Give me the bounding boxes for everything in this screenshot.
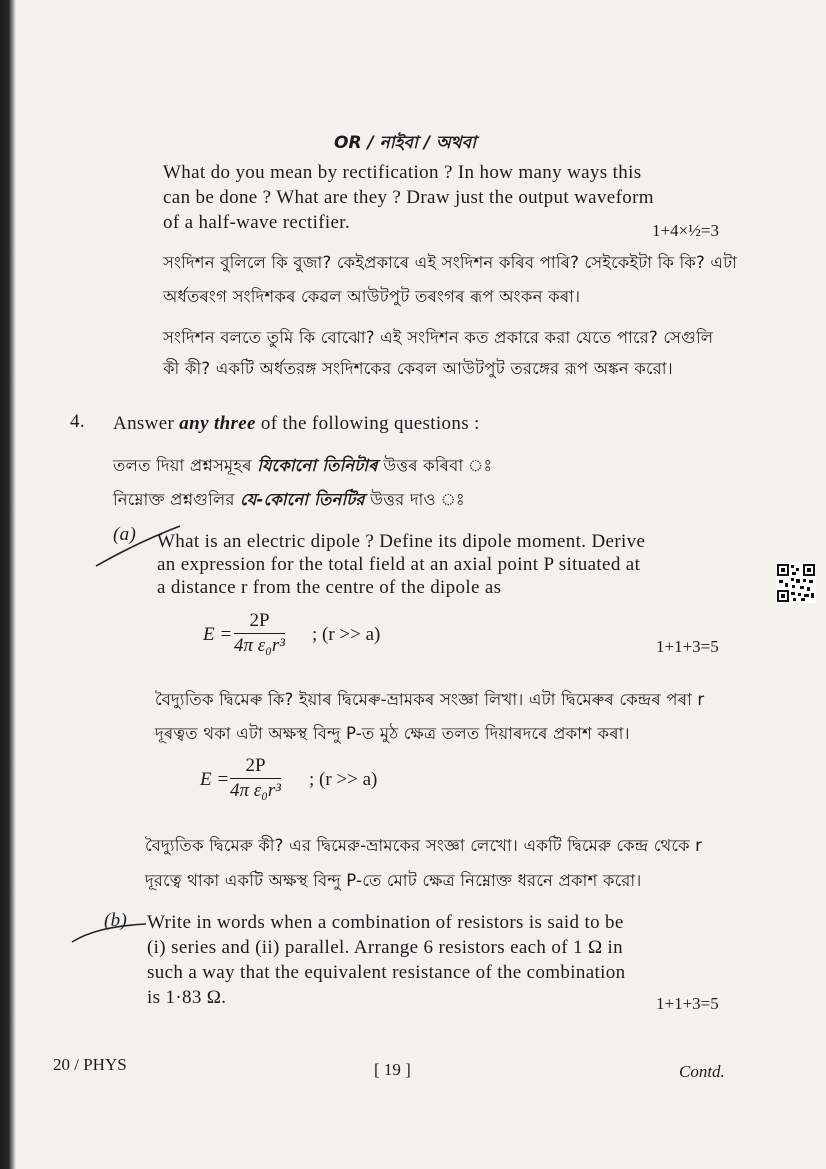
part-a-line-2: an expression for the total field at an axial point P situated at — [157, 554, 641, 575]
or-marks: 1+4×½=3 — [652, 221, 720, 240]
or-heading: OR / নাইবা / অথবা — [334, 133, 477, 153]
or-bengali-line-1: সংদিশন বলতে তুমি কি বোঝো? এই সংদিশন কত প্রকারে করা যেতে পারে? সেগুলি — [163, 328, 714, 347]
q4-instruction-assamese: তলত দিয়া প্ৰশ্নসমূহৰ যিকোনো তিনিটাৰ উত্তৰ কৰিবা ঃ — [113, 456, 493, 475]
or-question-line-1: What do you mean by rectification ? In how many ways this — [163, 162, 642, 183]
page-number: [ 19 ] — [374, 1060, 411, 1079]
or-assamese-line-1: সংদিশন বুলিলে কি বুজা? কেইপ্রকাৰে এই সংদিশন কৰিব পাৰি? সেইকেইটা কি কি? এটা — [163, 253, 738, 272]
q4-instruction-bengali: নিম্নোক্ত প্রশ্নগুলির যে-কোনো তিনটির উত্তর দাও ঃ — [113, 490, 465, 509]
part-b-label: (b) — [104, 910, 128, 931]
qr-code — [776, 563, 816, 603]
equation-2-denominator: 4π ε₀r³ — [230, 780, 281, 801]
equation-2-lhs: E = — [200, 769, 230, 790]
part-b-marks: 1+1+3=5 — [656, 994, 719, 1013]
handwritten-slash-mark — [94, 520, 184, 570]
paper-code: 20 / PHYS — [53, 1055, 127, 1074]
equation-2-numerator: 2P — [230, 755, 281, 779]
part-b-line-3: such a way that the equivalent resistance of the combination — [147, 962, 626, 983]
q4-instruction-english: Answer any three of the following questions : — [113, 413, 480, 434]
equation-denominator: 4π ε₀r³ — [234, 635, 285, 656]
part-a-assamese-line-1: বৈদ্যুতিক দ্বিমেৰু কি? ইয়াৰ দ্বিমেৰু-ভ্ৰামকৰ সংজ্ঞা লিখা। এটা দ্বিমেৰুৰ কেন্দ্ৰৰ পৰা r — [155, 690, 705, 709]
part-a-bengali-line-1: বৈদ্যুতিক দ্বিমেরু কী? এর দ্বিমেরু-ভ্রামকের সংজ্ঞা লেখো। একটি দ্বিমেরু কেন্দ্র থেকে r — [145, 836, 703, 855]
equation-2-fraction — [230, 755, 281, 802]
part-b-line-1: Write in words when a combination of resistors is said to be — [147, 912, 624, 933]
part-b-line-2: (i) series and (ii) parallel. Arrange 6 resistors each of 1 Ω in — [147, 937, 623, 958]
continued-label: Contd. — [679, 1062, 725, 1081]
part-a-line-3: a distance r from the centre of the dipole as — [157, 577, 502, 598]
part-a-marks: 1+1+3=5 — [656, 637, 719, 656]
scan-binding-edge — [0, 0, 16, 1169]
handwritten-underline-mark — [70, 912, 150, 946]
equation-fraction — [234, 610, 285, 657]
part-b-line-4: is 1·83 Ω. — [147, 987, 227, 1008]
equation-condition: ; (r >> a) — [312, 624, 381, 645]
part-a-line-1: What is an electric dipole ? Define its dipole moment. Derive — [157, 531, 646, 552]
or-question-line-2: can be done ? What are they ? Draw just the output waveform — [163, 187, 654, 208]
question-number: 4. — [70, 411, 85, 432]
or-assamese-line-2: অৰ্ধতৰংগ সংদিশকৰ কেৱল আউটপুট তৰংগৰ ৰূপ অংকন কৰা। — [163, 287, 581, 306]
equation-numerator: 2P — [234, 610, 285, 634]
equation-2-condition: ; (r >> a) — [309, 769, 378, 790]
or-bengali-line-2: কী কী? একটি অর্ধতরঙ্গ সংদিশকের কেবল আউটপুট তরঙ্গের রূপ অঙ্কন করো। — [163, 359, 673, 378]
equation-lhs: E = — [203, 624, 233, 645]
part-a-bengali-line-2: দূরত্বে থাকা একটি অক্ষস্থ বিন্দু P-তে মোট ক্ষেত্র নিম্নোক্ত ধরনে প্রকাশ করো। — [145, 871, 642, 890]
part-a-label: (a) — [113, 524, 137, 545]
or-question-line-3: of a half-wave rectifier. — [163, 212, 351, 233]
part-a-assamese-line-2: দূৰত্বত থকা এটা অক্ষস্থ বিন্দু P-ত মুঠ ক্ষেত্ৰ তলত দিয়াৰদৰে প্ৰকাশ কৰা। — [155, 724, 630, 743]
